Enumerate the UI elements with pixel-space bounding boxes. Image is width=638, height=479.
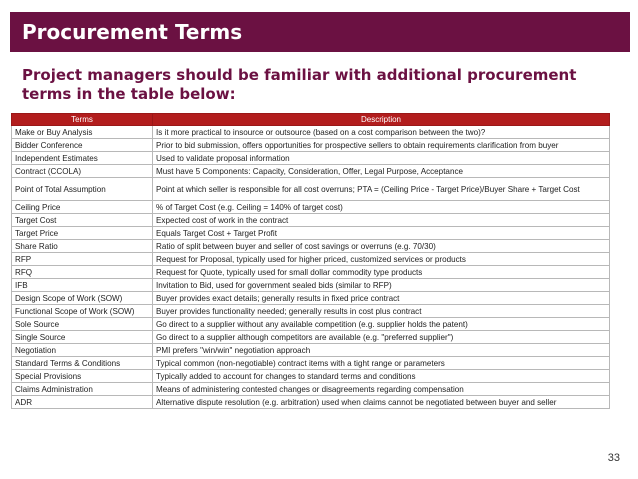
description-cell: Go direct to a supplier although competitors are available (e.g. "preferred supplier") bbox=[153, 331, 610, 344]
table-row bbox=[12, 279, 610, 292]
term-cell: Claims Administration bbox=[12, 383, 153, 396]
term-cell: Bidder Conference bbox=[12, 139, 153, 152]
term-cell: Single Source bbox=[12, 331, 153, 344]
term-cell: Functional Scope of Work (SOW) bbox=[12, 305, 153, 318]
term-cell: Ceiling Price bbox=[12, 201, 153, 214]
term-cell: Standard Terms & Conditions bbox=[12, 357, 153, 370]
term-cell: Contract (CCOLA) bbox=[12, 165, 153, 178]
table-row bbox=[12, 305, 610, 318]
description-cell: Typical common (non-negotiable) contract items with a tight range or parameters bbox=[153, 357, 610, 370]
description-cell: Buyer provides functionality needed; generally results in cost plus contract bbox=[153, 305, 610, 318]
title-bar bbox=[10, 12, 630, 52]
table-row bbox=[12, 253, 610, 266]
subtitle: Project managers should be familiar with additional procurement terms in the table below: bbox=[22, 66, 577, 103]
term-cell: IFB bbox=[12, 279, 153, 292]
term-cell: Negotiation bbox=[12, 344, 153, 357]
description-cell: % of Target Cost (e.g. Ceiling = 140% of target cost) bbox=[153, 201, 610, 214]
table-row bbox=[12, 357, 610, 370]
description-cell: Invitation to Bid, used for government sealed bids (similar to RFP) bbox=[153, 279, 610, 292]
description-cell: Expected cost of work in the contract bbox=[153, 214, 610, 227]
procurement-terms-table bbox=[11, 113, 610, 409]
table-row bbox=[12, 266, 610, 279]
term-cell: Share Ratio bbox=[12, 240, 153, 253]
table-row bbox=[12, 178, 610, 201]
term-cell: RFQ bbox=[12, 266, 153, 279]
table-row bbox=[12, 383, 610, 396]
table-row bbox=[12, 152, 610, 165]
table-row bbox=[12, 214, 610, 227]
description-cell: Request for Proposal, typically used for higher priced, customized services or products bbox=[153, 253, 610, 266]
table-row bbox=[12, 370, 610, 383]
term-cell: Target Cost bbox=[12, 214, 153, 227]
page-title: Procurement Terms bbox=[22, 20, 243, 44]
term-cell: Target Price bbox=[12, 227, 153, 240]
description-cell: Is it more practical to insource or outsource (based on a cost comparison between the two)? bbox=[153, 126, 610, 139]
description-cell: Go direct to a supplier without any available competition (e.g. supplier holds the patent) bbox=[153, 318, 610, 331]
table-row bbox=[12, 126, 610, 139]
description-cell: Must have 5 Components: Capacity, Consideration, Offer, Legal Purpose, Acceptance bbox=[153, 165, 610, 178]
table-row bbox=[12, 331, 610, 344]
description-cell: Buyer provides exact details; generally results in fixed price contract bbox=[153, 292, 610, 305]
description-cell: Means of administering contested changes or disagreements regarding compensation bbox=[153, 383, 610, 396]
table-row bbox=[12, 292, 610, 305]
table-row bbox=[12, 318, 610, 331]
description-cell: Used to validate proposal information bbox=[153, 152, 610, 165]
description-cell: Point at which seller is responsible for all cost overruns; PTA = (Ceiling Price - Target Price)/Buyer Share + Target Cost bbox=[153, 178, 610, 201]
term-cell: Sole Source bbox=[12, 318, 153, 331]
table-body bbox=[12, 126, 610, 409]
description-cell: Request for Quote, typically used for small dollar commodity type products bbox=[153, 266, 610, 279]
term-cell: Point of Total Assumption bbox=[12, 178, 153, 201]
term-cell: Independent Estimates bbox=[12, 152, 153, 165]
term-cell: Design Scope of Work (SOW) bbox=[12, 292, 153, 305]
table-row bbox=[12, 227, 610, 240]
procurement-terms-table-wrapper bbox=[11, 113, 609, 409]
table-row bbox=[12, 201, 610, 214]
table-row bbox=[12, 240, 610, 253]
term-cell: Special Provisions bbox=[12, 370, 153, 383]
page-number: 33 bbox=[607, 452, 620, 464]
term-cell: Make or Buy Analysis bbox=[12, 126, 153, 139]
description-cell: Equals Target Cost + Target Profit bbox=[153, 227, 610, 240]
table-row bbox=[12, 165, 610, 178]
description-cell: Prior to bid submission, offers opportunities for prospective sellers to obtain requirements clarification from buyer bbox=[153, 139, 610, 152]
table-row bbox=[12, 396, 610, 409]
term-cell: RFP bbox=[12, 253, 153, 266]
description-cell: Typically added to account for changes to standard terms and conditions bbox=[153, 370, 610, 383]
table-row bbox=[12, 139, 610, 152]
description-cell: Alternative dispute resolution (e.g. arbitration) used when claims cannot be negotiated between buyer and seller bbox=[153, 396, 610, 409]
table-row bbox=[12, 344, 610, 357]
header-description: Description bbox=[153, 114, 610, 126]
header-terms: Terms bbox=[12, 114, 153, 126]
table-header-row bbox=[12, 114, 610, 126]
term-cell: ADR bbox=[12, 396, 153, 409]
description-cell: Ratio of split between buyer and seller of cost savings or overruns (e.g. 70/30) bbox=[153, 240, 610, 253]
description-cell: PMI prefers "win/win" negotiation approach bbox=[153, 344, 610, 357]
